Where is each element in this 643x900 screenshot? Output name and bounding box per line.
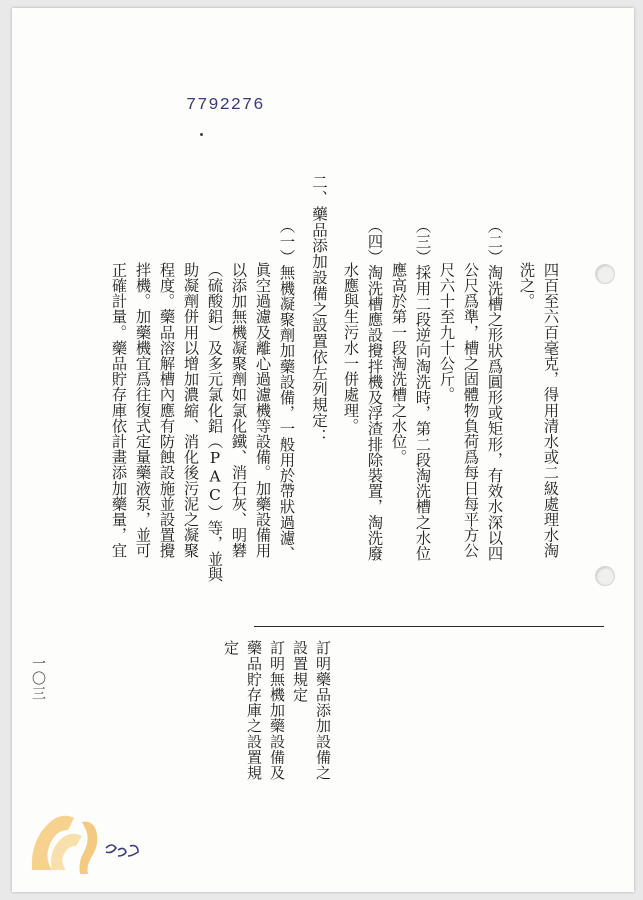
margin-note-1: 訂明藥品添加設備之 [314, 640, 332, 781]
margin-note-4: 藥品貯存庫之設置規 [245, 640, 263, 781]
body-column-18: 正確計量。藥品貯存庫依計畫添加藥量，宜 [110, 262, 128, 559]
body-column-6: （三）採用二段逆向淘洗時，第二段淘洗槽之水位 [414, 218, 432, 562]
body-column-4: 公尺爲準，槽之固體物負荷爲每日每平方公 [462, 262, 480, 559]
ink-dot [200, 133, 203, 136]
body-column-17: 拌機。加藥機宜爲往復式定量藥液泵，並可 [134, 262, 152, 559]
body-column-3: （二）淘洗槽之形狀爲圓形或矩形，有效水深以四 [486, 218, 504, 562]
punch-hole-top [595, 264, 615, 284]
body-column-11: （一）無機凝聚劑加藥設備，一般用於帶狀過濾、 [278, 218, 296, 562]
margin-note-5: 定 [222, 640, 240, 656]
body-column-8: （四）淘洗槽應設攪拌機及浮渣排除裝置，淘洗廢 [366, 218, 384, 562]
body-column-7: 應高於第一段淘洗槽之水位。 [390, 262, 408, 465]
body-column-16: 程度。藥品溶解槽內應有防蝕設施並設置攪 [158, 262, 176, 559]
margin-note-2: 設置規定 [291, 640, 309, 703]
body-column-1: 四百至六百毫克，得用清水或二級處理水淘 [542, 262, 560, 559]
body-column-14: （硫酸鋁）及多元氯化鋁（PAC）等，並與 [206, 262, 224, 583]
body-column-12: 眞空過濾及離心過濾機等設備。加藥設備用 [254, 262, 272, 559]
margin-note-3: 訂明無機加藥設備及 [268, 640, 286, 781]
body-column-5: 尺六十至九十公斤。 [438, 262, 456, 403]
body-column-2: 洗之。 [518, 262, 536, 309]
page-number: 一〇三 [30, 656, 46, 701]
body-column-13: 以添加無機凝聚劑如氯化鐵、消石灰、明礬 [230, 262, 248, 559]
body-column-15: 助凝劑併用以增加濃縮、消化後污泥之凝聚 [182, 262, 200, 559]
archive-logo [22, 800, 152, 880]
body-column-9: 水應與生污水一併處理。 [342, 262, 360, 434]
section-heading: 二、藥品添加設備之設置依左列規定： [310, 174, 328, 445]
punch-hole-bottom [595, 566, 615, 586]
document-number: 7792276 [186, 96, 265, 115]
margin-note-divider [254, 626, 604, 627]
